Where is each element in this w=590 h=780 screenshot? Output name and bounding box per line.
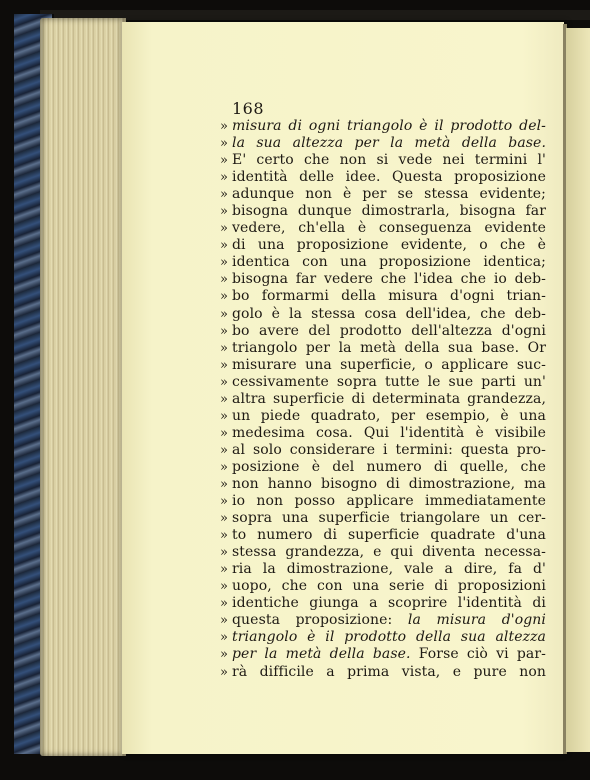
line-text: bisogna far vedere che l'idea che io deb-: [232, 271, 546, 288]
text-line: [220, 475, 546, 493]
line-text: adunque non è per se stessa evidente;: [232, 186, 546, 203]
quote-mark: »: [220, 153, 229, 169]
quote-mark: »: [220, 545, 229, 561]
text-line: [220, 322, 546, 340]
line-text: bisogna dunque dimostrarla, bisogna far: [232, 203, 546, 220]
text-line: [220, 629, 546, 646]
line-text: to numero di superficie quadrate d'una: [232, 527, 546, 544]
text-line: [220, 493, 546, 510]
line-text: altra superficie di determinata grandezza,: [232, 390, 546, 407]
quote-mark: »: [220, 289, 229, 305]
quote-mark: »: [220, 494, 229, 510]
italic-text: per la metà della base.: [232, 646, 411, 663]
text-line: [220, 561, 546, 578]
line-text: di una proposizione evidente, o che è: [232, 237, 546, 254]
line-text: identità delle idee. Questa proposizione: [232, 169, 546, 186]
italic-text: la sua altezza per la metà della base.: [232, 135, 546, 152]
text-line: [220, 186, 546, 203]
line-text: bo avere del prodotto dell'altezza d'ogni: [232, 322, 546, 339]
text-line: [220, 135, 546, 152]
line-text: stessa grandezza, e qui diventa necessa-: [232, 544, 546, 561]
quote-mark: »: [220, 630, 229, 646]
quote-mark: »: [220, 511, 229, 527]
line-text: identica con una proposizione identica;: [232, 254, 546, 271]
quote-mark: »: [220, 579, 229, 595]
line-text: bo formarmi della misura d'ogni trian-: [232, 288, 546, 305]
text-line: [220, 169, 546, 186]
line-text: ria la dimostrazione, vale a dire, fa d': [232, 561, 546, 578]
text-line: [220, 424, 546, 442]
text-line: [220, 390, 546, 408]
line-text: uopo, che con una serie di proposizioni: [232, 578, 546, 595]
quote-mark: »: [220, 306, 229, 322]
quote-mark: »: [220, 238, 229, 254]
text-line: [220, 220, 546, 237]
text-line: [220, 203, 546, 220]
text-line: [220, 305, 546, 323]
facing-page-edge: [566, 28, 590, 752]
text-line: [220, 612, 546, 629]
line-text: Forse ciò vi par-: [410, 646, 546, 663]
line-text: medesima cosa. Qui l'identità è visibile: [232, 424, 546, 441]
quote-mark: »: [220, 136, 229, 152]
text-line: [220, 118, 546, 135]
text-line: [220, 152, 546, 169]
italic-text: misura di ogni triangolo è il prodotto del-: [232, 118, 546, 134]
text-line: [220, 254, 546, 271]
text-line: [220, 288, 546, 305]
quote-mark: »: [220, 647, 229, 663]
text-line: [220, 356, 546, 374]
quote-mark: »: [220, 459, 229, 475]
quote-mark: »: [220, 119, 229, 134]
text-line: [220, 646, 546, 663]
text-line: [220, 663, 546, 681]
text-line: [220, 271, 546, 288]
line-text: questa proposizione:: [232, 612, 408, 629]
line-text: rà difficile a prima vista, e pure non: [232, 663, 546, 680]
text-line: [220, 237, 546, 254]
line-text: sopra una superficie triangolare un cer-: [232, 510, 546, 527]
quote-mark: »: [220, 664, 229, 680]
quote-mark: »: [220, 528, 229, 544]
quote-mark: »: [220, 323, 229, 339]
quote-mark: »: [220, 374, 229, 390]
quote-mark: »: [220, 221, 229, 237]
quote-mark: »: [220, 187, 229, 203]
quote-mark: »: [220, 613, 229, 629]
quote-mark: »: [220, 272, 229, 288]
italic-text: la misura d'ogni: [407, 612, 546, 629]
quote-mark: »: [220, 255, 229, 271]
quote-mark: »: [220, 204, 229, 220]
text-line: [220, 441, 546, 459]
page-number: 168: [232, 99, 265, 118]
line-text: misurare una superficie, o applicare suc-: [232, 356, 546, 373]
text-line: [220, 339, 546, 357]
text-line: [220, 373, 546, 391]
line-text: posizione è del numero di quelle, che: [232, 458, 546, 475]
quote-mark: »: [220, 562, 229, 578]
text-lines: [220, 118, 546, 681]
quote-mark: »: [220, 357, 229, 373]
quote-mark: »: [220, 442, 229, 458]
quote-mark: »: [220, 476, 229, 492]
text-line: [220, 578, 546, 595]
quote-mark: »: [220, 391, 229, 407]
italic-text: triangolo è il prodotto della sua altezza: [232, 629, 546, 646]
text-line: [220, 544, 546, 561]
text-line: [220, 510, 546, 527]
text-line: [220, 458, 546, 476]
line-text: vedere, ch'ella è conseguenza evidente: [232, 220, 546, 237]
quote-mark: »: [220, 408, 229, 424]
text-line: [220, 407, 546, 425]
line-text: cessivamente sopra tutte le sue parti un': [232, 373, 546, 390]
line-text: io non posso applicare immediatamente: [232, 493, 546, 510]
quote-mark: »: [220, 596, 229, 612]
line-text: non hanno bisogno di dimostrazione, ma: [232, 475, 546, 492]
text-line: [220, 595, 546, 612]
line-text: golo è la stessa cosa dell'idea, che deb-: [232, 305, 546, 322]
line-text: triangolo per la metà della sua base. Or: [232, 339, 546, 356]
line-text: un piede quadrato, per esempio, è una: [232, 407, 546, 424]
page-edges: [40, 18, 126, 756]
page-text: [220, 99, 546, 681]
line-text: al solo considerare i termini: questa pro-: [232, 441, 546, 458]
line-text: identiche giunga a scoprire l'identità di: [232, 595, 546, 612]
quote-mark: »: [220, 170, 229, 186]
line-text: E' certo che non si vede nei termini l': [232, 152, 546, 169]
quote-mark: »: [220, 425, 229, 441]
quote-mark: »: [220, 340, 229, 356]
text-line: [220, 527, 546, 544]
